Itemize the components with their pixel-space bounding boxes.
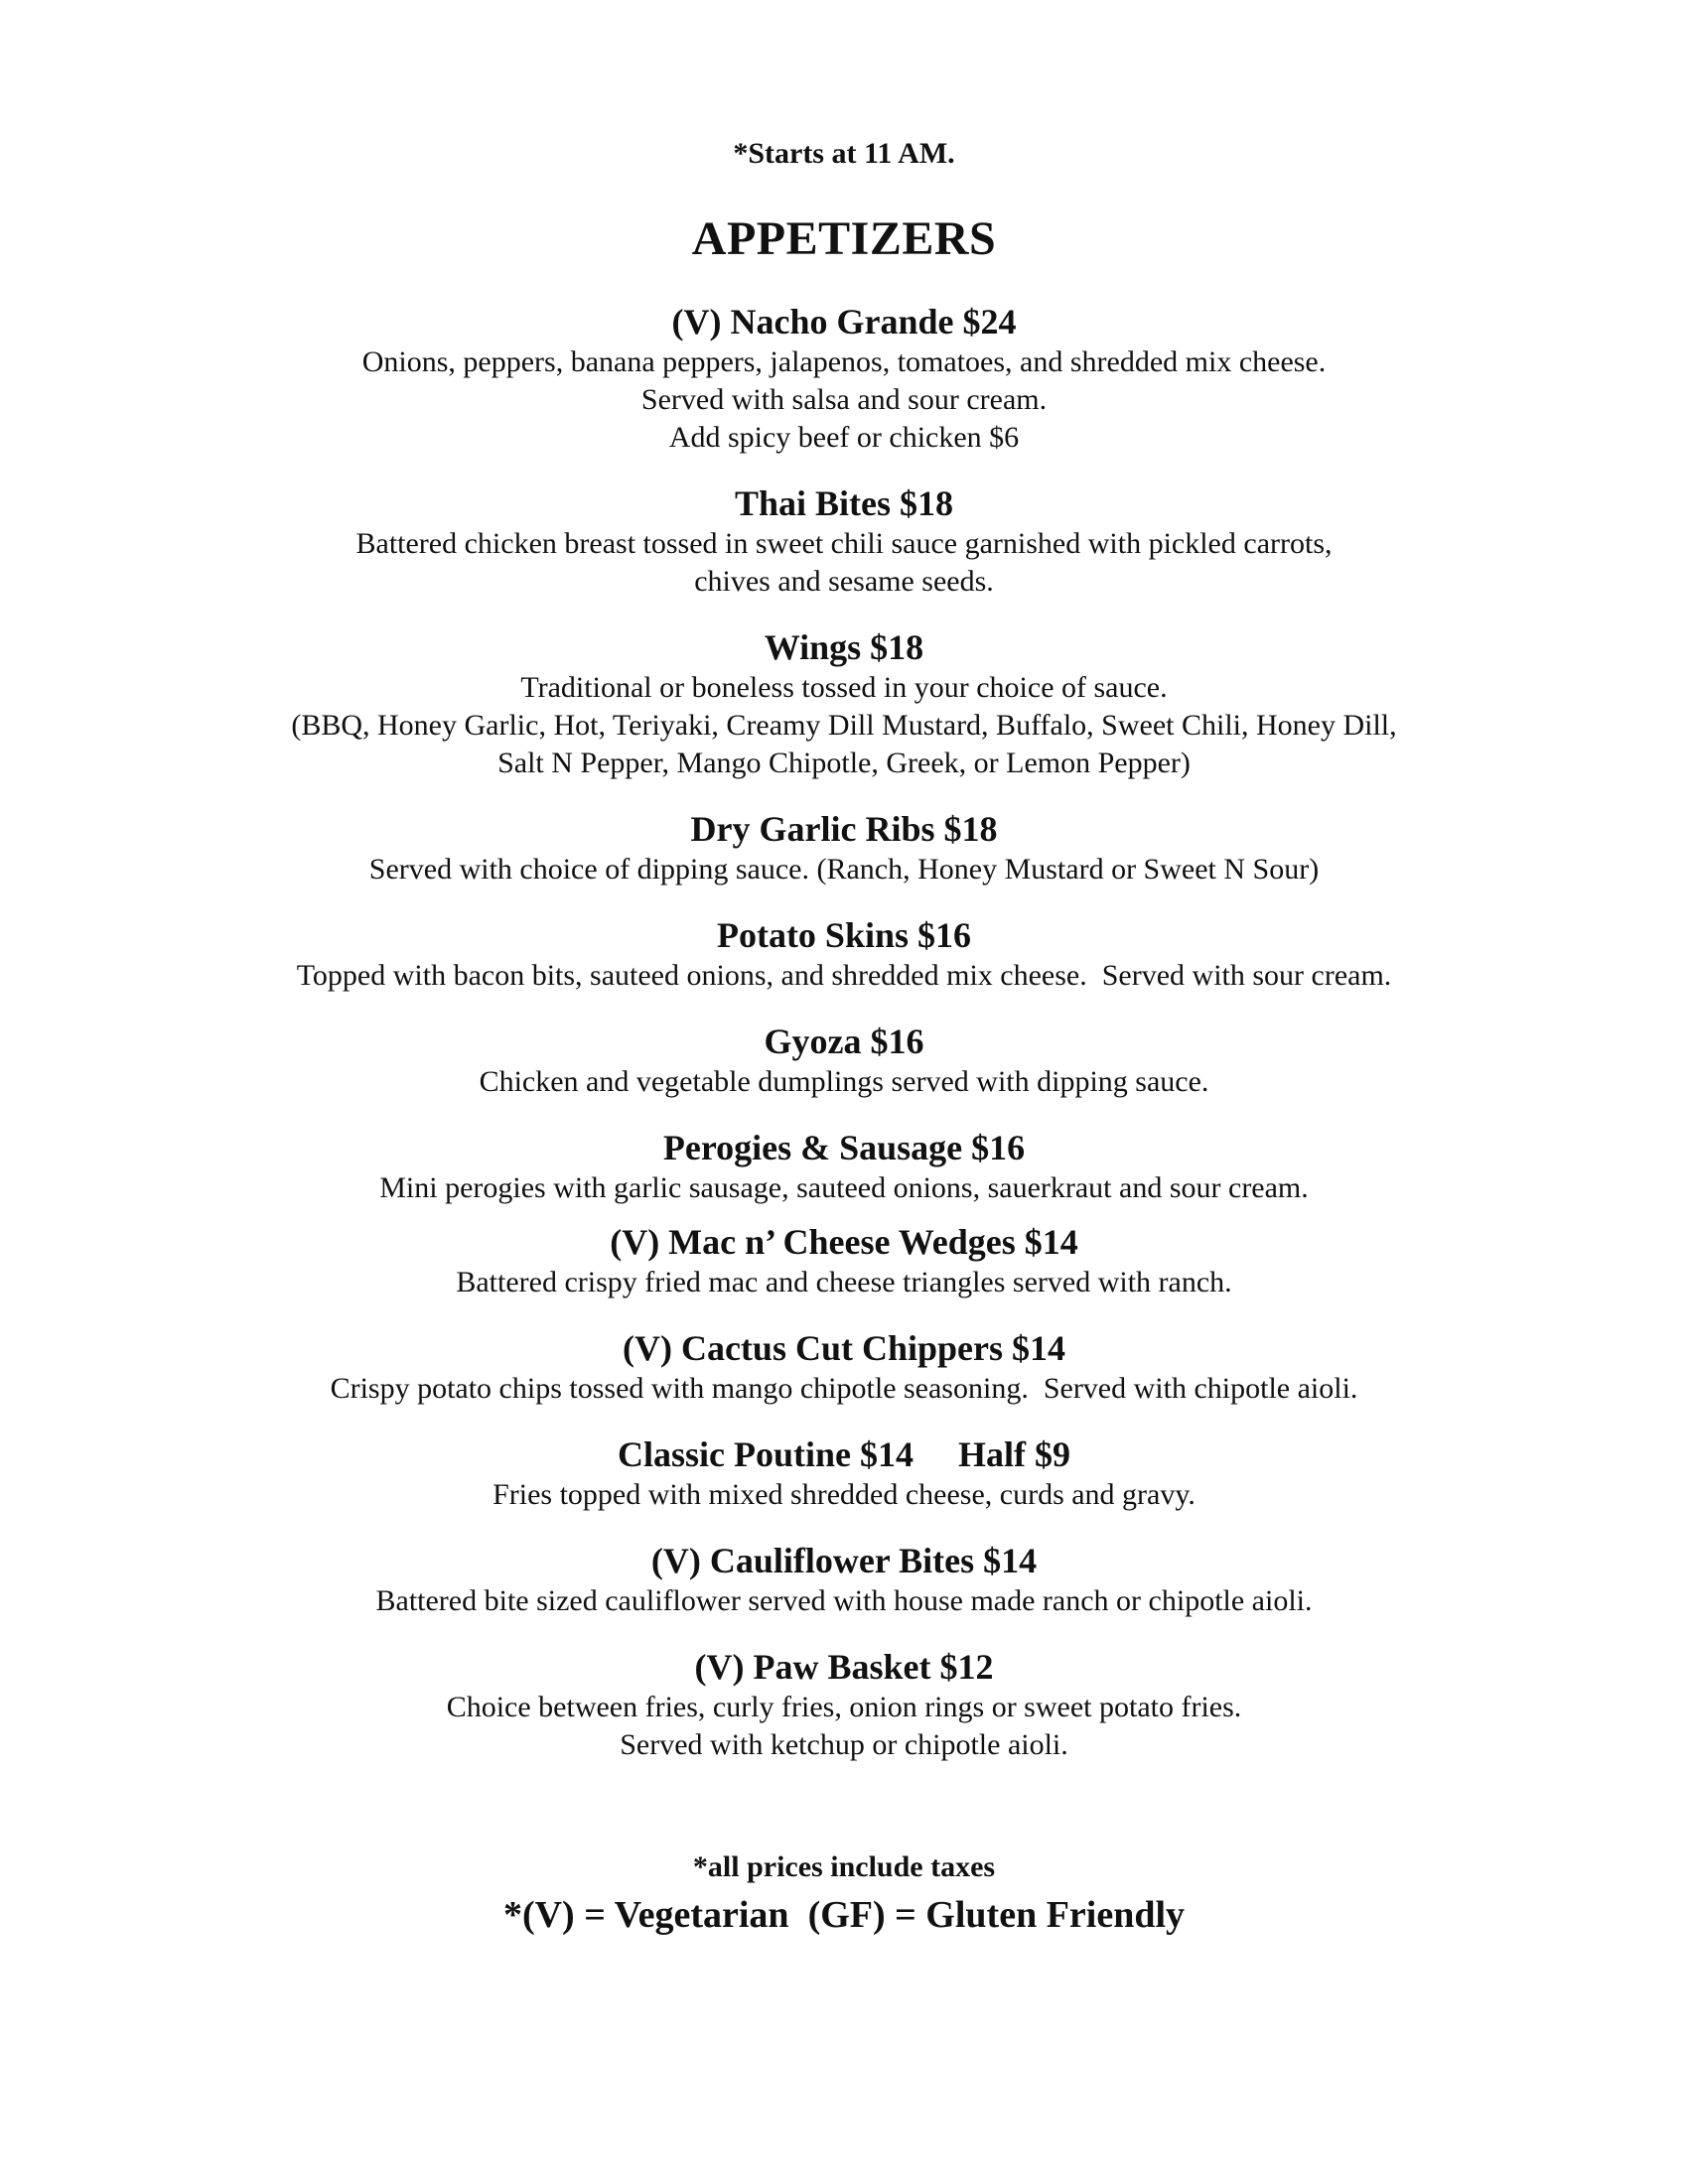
menu-item-description: Battered chicken breast tossed in sweet chili sauce garnished with pickled carrots,	[355, 527, 1333, 560]
menu-item-description: Served with salsa and sour cream.	[640, 383, 1048, 416]
item-spacer	[0, 1514, 1688, 1539]
start-time-note: *Starts at 11 AM.	[733, 137, 955, 170]
menu-item-description: Chicken and vegetable dumplings served with dipping sauce.	[479, 1065, 1209, 1098]
menu-item	[0, 481, 1688, 601]
item-spacer	[0, 1207, 1688, 1220]
menu-item-title: Classic Poutine $14 Half $9	[618, 1434, 1070, 1474]
menu-item-description: Choice between fries, curly fries, onion rings or sweet potato fries.	[446, 1691, 1242, 1723]
menu-item	[0, 1220, 1688, 1301]
menu-item-title: Potato Skins $16	[716, 915, 972, 955]
menu-items-list	[0, 300, 1688, 1764]
menu-item-description: Served with ketchup or chipotle aioli.	[620, 1728, 1068, 1761]
menu-item-description: (BBQ, Honey Garlic, Hot, Teriyaki, Creamy Dill Mustard, Buffalo, Sweet Chili, Honey Dill,	[291, 709, 1397, 742]
item-spacer	[0, 1408, 1688, 1433]
menu-item-title: (V) Paw Basket $12	[694, 1647, 994, 1687]
menu-item-description: chives and sesame seeds.	[694, 565, 994, 598]
menu-item-title: Wings $18	[764, 627, 924, 667]
menu-item-description: Battered bite sized cauliflower served with house made ranch or chipotle aioli.	[375, 1584, 1313, 1617]
item-spacer	[0, 1620, 1688, 1645]
tax-note: *all prices include taxes	[692, 1850, 996, 1883]
menu-item-title: Dry Garlic Ribs $18	[690, 809, 998, 849]
menu-item	[0, 807, 1688, 888]
menu-item-description: Topped with bacon bits, sauteed onions, and shredded mix cheese. Served with sour cream.	[296, 959, 1392, 992]
menu-item	[0, 1020, 1688, 1101]
menu-item-title: Thai Bites $18	[734, 483, 954, 523]
menu-item-description: Add spicy beef or chicken $6	[668, 421, 1020, 454]
item-spacer	[0, 601, 1688, 625]
menu-item-title: Gyoza $16	[764, 1022, 924, 1061]
menu-item	[0, 1539, 1688, 1620]
menu-item-title: Perogies & Sausage $16	[662, 1128, 1026, 1167]
item-spacer	[0, 995, 1688, 1020]
section-title: APPETIZERS	[691, 212, 997, 265]
item-spacer	[0, 782, 1688, 807]
menu-item-description: Traditional or boneless tossed in your choice of sauce.	[520, 671, 1168, 704]
menu-item-description: Battered crispy fried mac and cheese triangles served with ranch.	[456, 1266, 1232, 1298]
dietary-legend: *(V) = Vegetarian (GF) = Gluten Friendly	[502, 1894, 1186, 1936]
menu-item	[0, 625, 1688, 782]
item-spacer	[0, 457, 1688, 481]
menu-item	[0, 1433, 1688, 1514]
menu-item-title: (V) Nacho Grande $24	[671, 302, 1017, 341]
menu-item-description: Mini perogies with garlic sausage, sauteed onions, sauerkraut and sour cream.	[379, 1171, 1309, 1204]
item-spacer	[0, 888, 1688, 913]
menu-item-title: (V) Cactus Cut Chippers $14	[622, 1328, 1065, 1368]
menu-item-title: (V) Mac n’ Cheese Wedges $14	[610, 1222, 1078, 1262]
menu-item-title: (V) Cauliflower Bites $14	[650, 1541, 1038, 1580]
item-spacer	[0, 1101, 1688, 1126]
menu-item-description: Salt N Pepper, Mango Chipotle, Greek, or Lemon Pepper)	[497, 747, 1191, 779]
menu-item-description: Served with choice of dipping sauce. (Ranch, Honey Mustard or Sweet N Sour)	[368, 853, 1320, 886]
menu-item	[0, 1326, 1688, 1408]
menu-item-description: Onions, peppers, banana peppers, jalapenos, tomatoes, and shredded mix cheese.	[361, 345, 1327, 378]
menu-item	[0, 300, 1688, 457]
menu-item	[0, 913, 1688, 995]
menu-item-description: Fries topped with mixed shredded cheese, curds and gravy.	[492, 1478, 1196, 1511]
menu-item-description: Crispy potato chips tossed with mango chipotle seasoning. Served with chipotle aioli.	[330, 1372, 1358, 1405]
menu-item	[0, 1126, 1688, 1207]
item-spacer	[0, 1301, 1688, 1326]
menu-item	[0, 1645, 1688, 1764]
